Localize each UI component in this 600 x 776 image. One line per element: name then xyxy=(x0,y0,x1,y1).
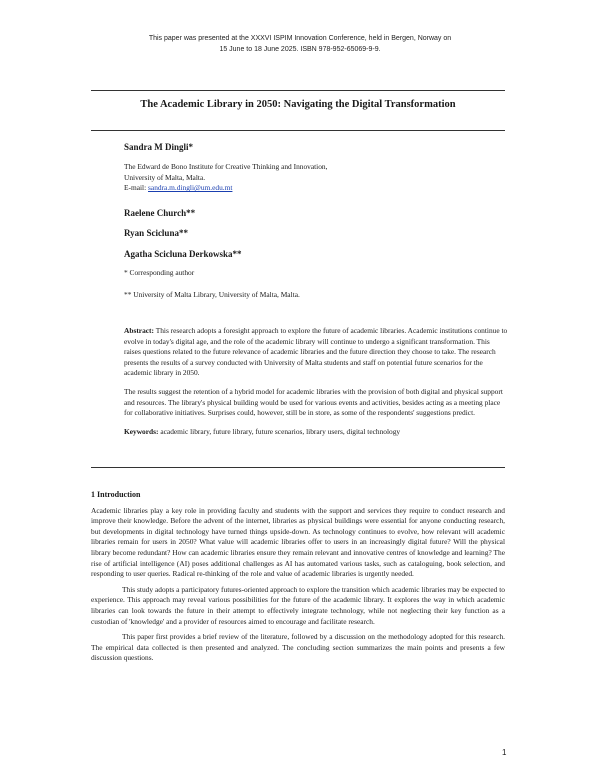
abstract-label: Abstract: xyxy=(124,326,154,335)
abstract-text1: This research adopts a foresight approach to explore the future of academic libraries. Academic institutions continue to evolve in today's digital age, and the role of the academic library will continue to undergo a significant transformation. This raises questions related to the future relevance of academic libraries and the future direction they choose to take. The research presents the results of a survey conducted with University of Malta students and staff on potential future scenarios for the academic library in 2050. xyxy=(124,326,508,378)
keywords-label: Keywords: xyxy=(124,426,159,436)
abstract-para2: The results suggest the retention of a hybrid model for academic libraries with the provision of both digital and physical support and resources. The library's physical building would be used for various events and activities, besides acting as a meeting place for collaborative initiatives. Surprises could, however, still be in store, as some of the respondents' suggestions predict. xyxy=(124,386,503,418)
affiliation-line2: University of Malta, Malta. xyxy=(124,172,206,182)
abstract-para1 xyxy=(124,326,508,379)
introduction-heading: 1 Introduction xyxy=(91,490,141,499)
email-label: E-mail: xyxy=(124,183,147,193)
title-top-rule xyxy=(91,90,505,91)
author-affiliation xyxy=(124,162,327,194)
author-raelene-church: Raelene Church** xyxy=(124,208,196,218)
email-link[interactable]: sandra.m.dingli@um.edu.mt xyxy=(148,183,233,193)
introduction-para1: Academic libraries play a key role in providing faculty and students with the support and services they require to conduct research and improve their knowledge. Before the advent of the internet, libraries as physical buildings were essential for anyone conducting research, but developments in digital technology have turned things upside-down. As technology continues to evolve, how relevant will academic libraries remain for users in 2050? What value will academic libraries offer to users in an increasingly digital future? Will the physical library become redundant? How can academic libraries ensure they remain relevant and innovative centres of knowledge and learning? The rise of artificial intelligence (AI) poses additional challenges as AI has automated various tasks, such as cataloguing, book selection, and responding to user queries. Radical re-thinking of the role and value of academic libraries is urgently needed. xyxy=(91,505,505,579)
paper-title: The Academic Library in 2050: Navigating the Digital Transformation xyxy=(140,99,456,110)
abstract-block xyxy=(124,326,508,445)
keywords-line xyxy=(124,427,508,438)
author-ryan-scicluna: Ryan Scicluna** xyxy=(124,228,188,238)
conference-note-line1: This paper was presented at the XXXVI ISPIM Innovation Conference, held in Bergen, Norway on xyxy=(148,35,452,42)
conference-note xyxy=(0,33,600,55)
affiliation-line1: The Edward de Bono Institute for Creative Thinking and Innovation, xyxy=(124,162,328,171)
introduction-para3: This paper first provides a brief review of the literature, followed by a discussion on the methodology adopted for this research. The empirical data collected is then presented and analyzed. The concluding section summarizes the main points and presents a few discussion questions. xyxy=(91,632,505,663)
keywords-text: academic library, future library, future scenarios, library users, digital technology xyxy=(160,426,401,436)
page-number: 1 xyxy=(502,748,507,757)
title-bottom-rule xyxy=(91,130,505,131)
author-agatha-derkowska: Agatha Scicluna Derkowska** xyxy=(124,249,242,259)
email-line xyxy=(124,183,327,194)
author-sandra-dingli: Sandra M Dingli* xyxy=(124,142,194,152)
corresponding-author-note: * Corresponding author xyxy=(124,268,195,277)
introduction-para2: This study adopts a participatory futures-oriented approach to explore the transition which academic libraries may be expected to experience. This approach may reveal various possibilities for the future of the academic library. It explores the way in which academic libraries can look towards the future in their attempt to effectively integrate technology, while not neglecting their key function as a custodian of 'knowledge' and a provider of resources aimed to encourage and facilitate research. xyxy=(91,584,505,626)
conference-note-line2: 15 June to 18 June 2025. ISBN 978-952-65069-9-9. xyxy=(219,46,381,53)
introduction-section xyxy=(91,490,505,669)
abstract-bottom-rule xyxy=(91,467,505,468)
library-affiliation-note: ** University of Malta Library, University of Malta, Malta. xyxy=(124,290,300,299)
